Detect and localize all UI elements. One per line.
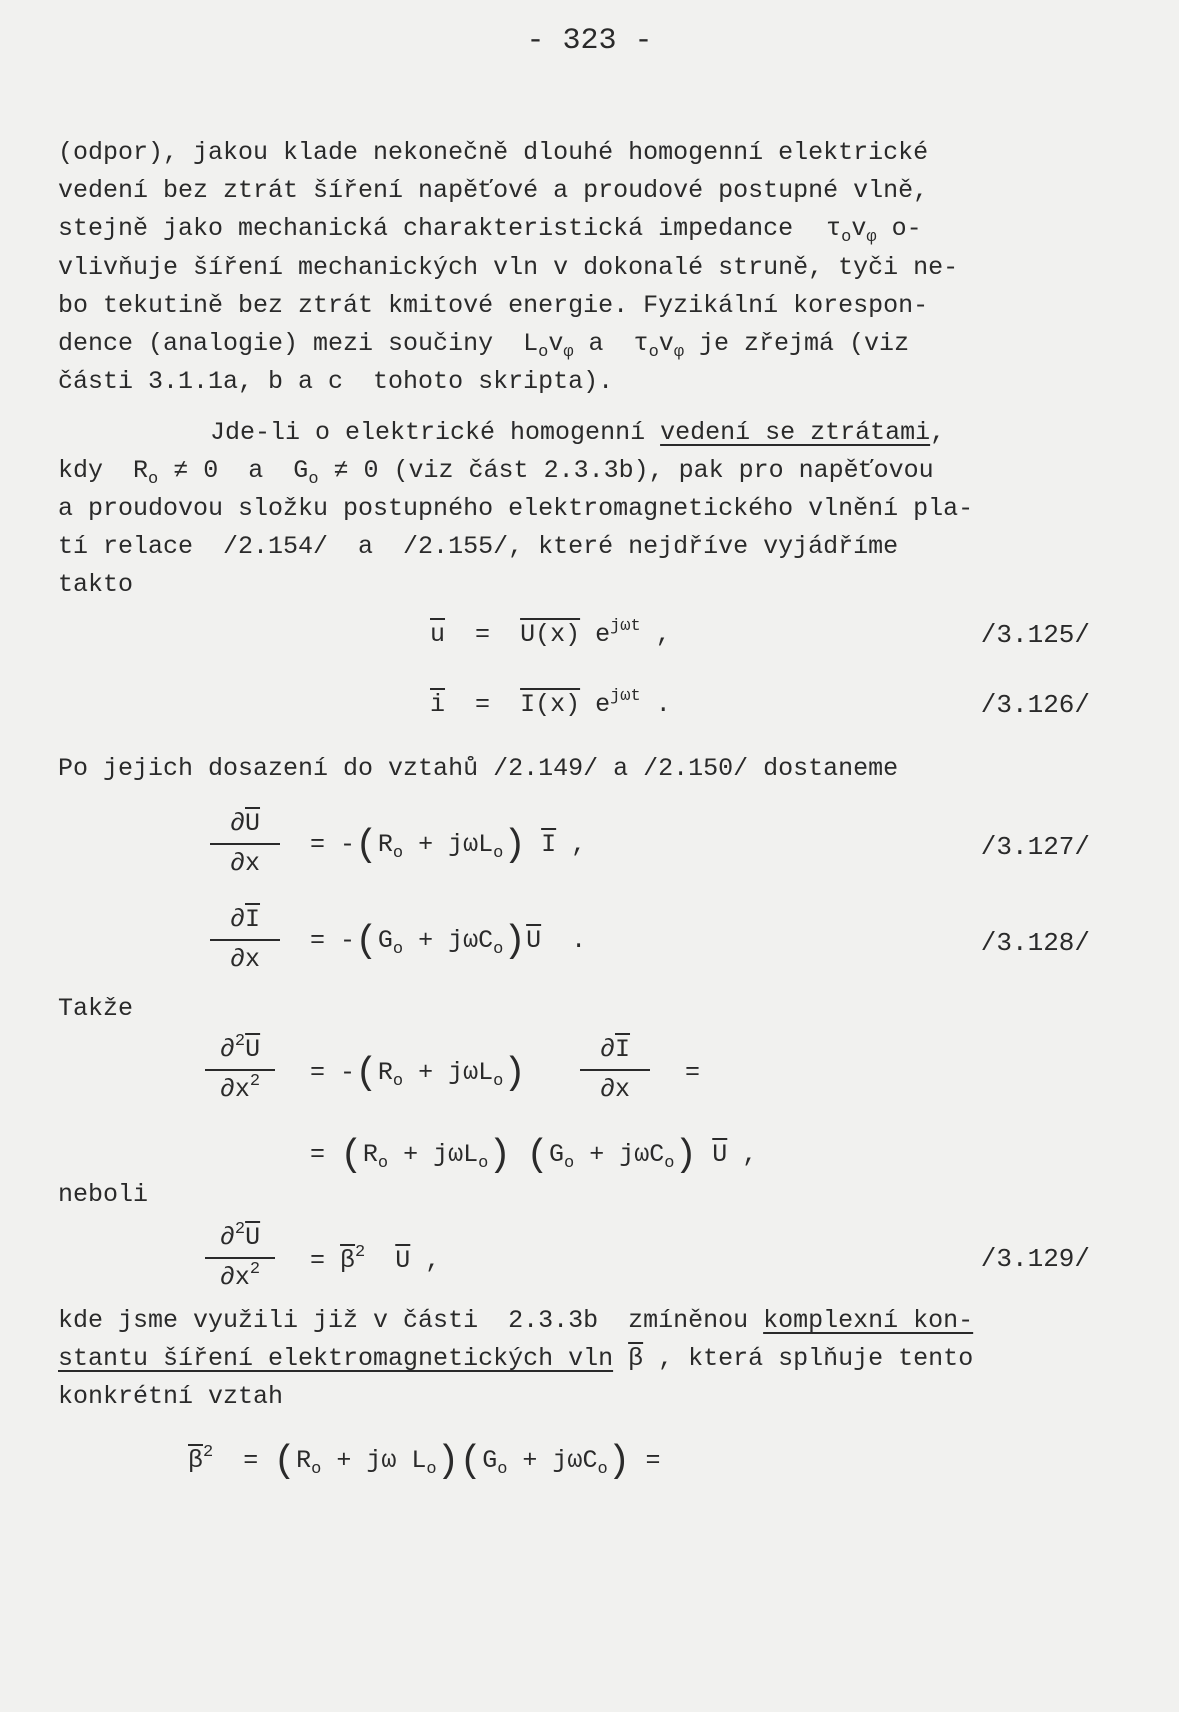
- equation-3-126: $\overline{i} = I(x)$ $e^{j\omega t}$ .: [430, 687, 671, 719]
- text-after-3-126: Po jejich dosazení do vztahů /2.149/ a /2.150/ dostaneme: [58, 754, 899, 783]
- fraction-dI-dx: $\partial\overline{I}$ ∂x: [210, 904, 280, 976]
- second-derivative-result: = $(R_o + j\omega L_o) (G_o + j\omega C_o)$ $\overline{U}$ ,: [310, 1134, 758, 1177]
- equation-3-125: $\overline{u} = U(x)$ $e^{j\omega t}$ ,: [430, 617, 671, 649]
- fraction-dU-dx: $\partial\overline{U}$ ∂x: [210, 808, 280, 880]
- L-v-phi-symbol: $L_ov_\varphi$: [523, 329, 574, 362]
- paragraph1-line6: dence (analogie) mezi součiny $L_ov_\varphi$ a $\tau_ov_\varphi$ je zřejmá (viz: [58, 329, 910, 362]
- paragraph1-line3: stejně jako mechanická charakteristická impedance $\tau_ov_\varphi$ o-: [58, 214, 922, 247]
- second-derivative-rhs: = $-(R_o + j\omega L_o)$: [310, 1052, 527, 1095]
- paragraph1-line2: vedení bez ztrát šíření napěťové a proudové postupné vlně,: [58, 176, 929, 205]
- tau-v-phi-symbol: $\tau_ov_\varphi$: [826, 214, 877, 247]
- paragraph1-line7: části 3.1.1a, b a c tohoto skripta).: [58, 367, 614, 396]
- fraction-d2U-dx2: $\partial^2\overline{U}$ $\partial x^2$: [205, 1034, 275, 1106]
- page-number: - 323 -: [526, 24, 653, 58]
- fraction-dI-dx-2: $\partial\overline{I}$ ∂x: [580, 1034, 650, 1106]
- fraction-d2U-dx2-2: $\partial^2\overline{U}$ $\partial x^2$: [205, 1222, 275, 1294]
- beta-symbol: $\overline{\beta}$: [628, 1344, 644, 1373]
- paragraph2-line1: Jde-li o elektrické homogenní vedení se ztrátami,: [210, 418, 946, 447]
- paragraph1-line1: (odpor), jakou klade nekonečně dlouhé homogenní elektrické: [58, 138, 929, 167]
- paragraph2-line4: tí relace /2.154/ a /2.155/, které nejdříve vyjádříme: [58, 532, 899, 561]
- paragraph3-line2: stantu šíření elektromagnetických vln $\overline{\beta}$ , která splňuje tento: [58, 1344, 974, 1373]
- paragraph2-line2: kdy $R_o \ne 0$ a $G_o \ne 0$ (viz část 2.3.3b), pak pro napěťovou: [58, 456, 934, 489]
- paragraph1-line4: vlivňuje šíření mechanických vln v dokonalé struně, tyči ne-: [58, 253, 959, 282]
- equation-number-3-128: /3.128/: [980, 928, 1090, 958]
- paragraph1-line5: bo tekutině bez ztrát kmitové energie. Fyzikální korespon-: [58, 291, 929, 320]
- equation-3-127-rhs: = $-(R_o + j\omega L_o)$ $\overline{I}$ ,: [310, 824, 587, 867]
- underlined-lossy-line: vedení se ztrátami: [660, 418, 931, 447]
- final-equation: $\overline{\beta}^2 = (R_o + j\omega$ $L_o)(G_o + j\omega C_o)$ =: [188, 1440, 661, 1483]
- equation-number-3-125: /3.125/: [980, 620, 1090, 650]
- equation-number-3-126: /3.126/: [980, 690, 1090, 720]
- equation-3-129-rhs: = $\overline{\beta}^2$ $\overline{U}$ ,: [310, 1243, 441, 1275]
- paragraph2-line5: takto: [58, 570, 134, 599]
- word-neboli: neboli: [58, 1180, 149, 1209]
- word-takze: Takže: [58, 994, 134, 1023]
- equation-number-3-127: /3.127/: [980, 832, 1090, 862]
- tau-v-phi-symbol-2: $\tau_ov_\varphi$: [633, 329, 685, 362]
- equals-sign: =: [685, 1058, 701, 1087]
- paragraph2-line3: a proudovou složku postupného elektromagnetického vlnění pla-: [58, 494, 974, 523]
- equation-3-128-rhs: = $-(G_o + j\omega C_o)\overline{U}$ .: [310, 920, 587, 963]
- paragraph3-line1: kde jsme využili již v části 2.3.3b zmíněnou komplexní kon-: [58, 1306, 974, 1335]
- paragraph3-line3: konkrétní vztah: [58, 1382, 284, 1411]
- equation-number-3-129: /3.129/: [980, 1244, 1090, 1274]
